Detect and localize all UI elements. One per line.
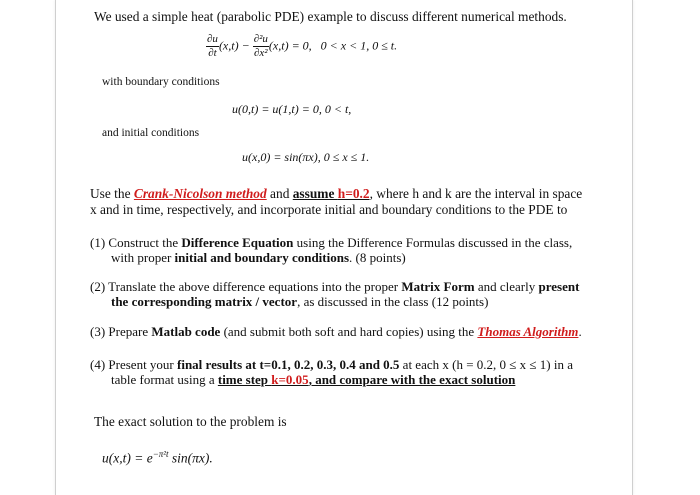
- d2u-dx2-fraction: $\frac{\text{∂²u}}{\text{∂x²}}$: [253, 33, 268, 59]
- exact-label: The exact solution to the problem is: [94, 414, 287, 429]
- intro-text: We used a simple heat (parabolic PDE) example to discuss different numerical methods.: [94, 9, 567, 24]
- item-3: (3) Prepare Matlab code (and submit both soft and hard copies) using the Thomas Algorithm.: [90, 324, 582, 339]
- boundary-equation: u(0,t) = u(1,t) = 0, 0 < t,: [232, 102, 352, 116]
- initial-label: and initial conditions: [102, 127, 200, 139]
- assume-h: assume h=0.2: [292, 186, 370, 201]
- task-line-1: Use the Crank-Nicolson method and assume h=0.2, where h and k are the interval in space: [90, 186, 583, 201]
- item-1: (1) Construct the Difference Equation using the Difference Formulas discussed in the class, with proper initial and boundary conditions. (8 points): [90, 235, 573, 265]
- item-2: (2) Translate the above difference equations into the proper Matrix Form and clearly present the corresponding matrix / vector, as discussed in the class (12 points): [90, 279, 580, 309]
- initial-equation: u(x,0) = sin(πx), 0 ≤ x ≤ 1.: [242, 150, 370, 164]
- task-line-2: x and in time, respectively, and incorporate initial and boundary conditions to the PDE to: [90, 202, 568, 217]
- time-step: time step k=0.05, and compare with the exact solution: [217, 372, 516, 387]
- pde-equation: $\frac{\partial u}{\partial t}$ (x,t) − $\frac{\text{∂²u}}{\text{∂x²}}$ (x,t) = 0, 0 < x < 1, 0 ≤ t.: [207, 33, 398, 59]
- exact-solution: $u(x,t) = e^{-\pi^2t}$ sin(πx).: [102, 449, 213, 466]
- crank-nicolson-link: Crank-Nicolson method: [133, 186, 267, 201]
- thomas-algorithm-link: Thomas Algorithm: [477, 324, 579, 339]
- document-page: [55, 0, 633, 495]
- item-4: (4) Present your final results at t=0.1, 0.2, 0.3, 0.4 and 0.5 at each x (h = 0.2, 0 ≤ x ≤ 1) in a table format using a time step k=0.05, and compare with the exact solution: [90, 357, 574, 387]
- du-dt-fraction: $\frac{\partial u}{\partial t}$: [207, 33, 218, 59]
- boundary-label: with boundary conditions: [102, 76, 220, 88]
